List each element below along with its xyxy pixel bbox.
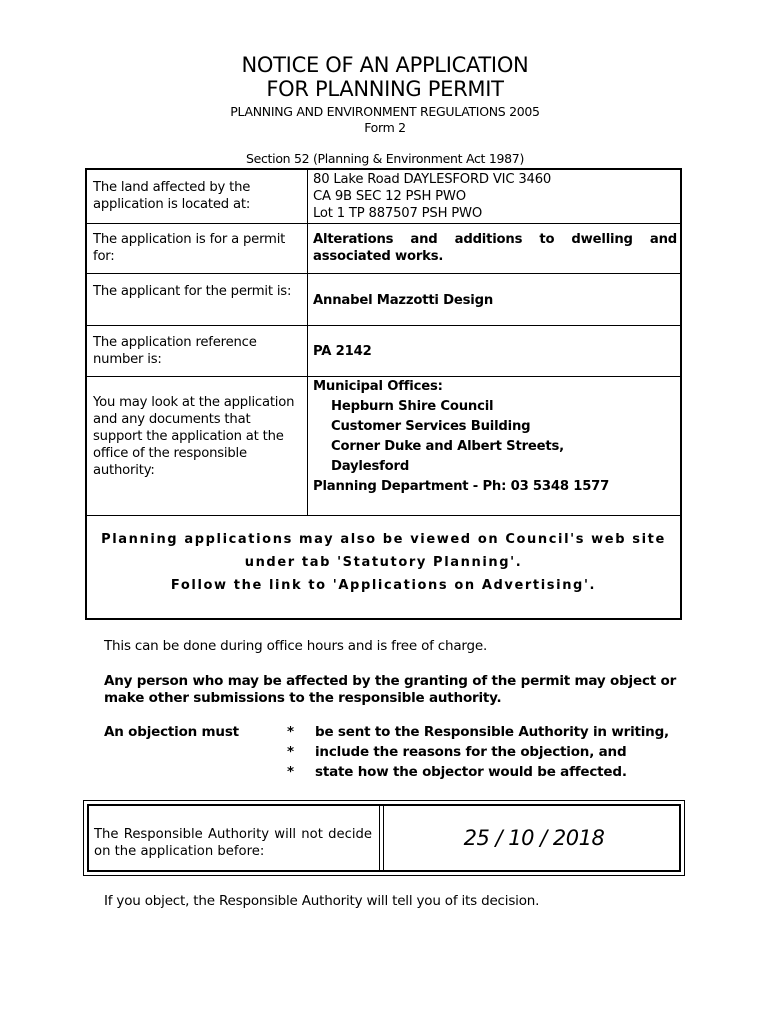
- reference-number: PA 2142: [313, 344, 372, 359]
- web-notice-line-3: Follow the link to 'Applications on Advertising'.: [170, 578, 597, 593]
- row-divider: [87, 515, 680, 516]
- web-notice-line-1: Planning applications may also be viewed on Council's web site: [101, 532, 666, 547]
- regulations-line: PLANNING AND ENVIRONMENT REGULATIONS 2005: [230, 104, 540, 119]
- office-details: [313, 377, 677, 497]
- bullet-symbol: *: [287, 724, 295, 740]
- row-divider: [87, 325, 680, 326]
- applicant-value: Annabel Mazzotti Design: [313, 293, 494, 308]
- row-divider: [87, 273, 680, 274]
- column-divider: [307, 170, 308, 516]
- title-line-2: FOR PLANNING PERMIT: [266, 77, 504, 101]
- row-divider: [87, 223, 680, 224]
- address-line: Lot 1 TP 887507 PSH PWO: [313, 206, 483, 221]
- office-line: Customer Services Building: [331, 419, 531, 434]
- column-divider: [383, 806, 384, 870]
- office-phone: Planning Department - Ph: 03 5348 1577: [313, 479, 610, 494]
- objection-requirement: include the reasons for the objection, and: [315, 744, 627, 760]
- land-address: [313, 171, 677, 222]
- address-line: 80 Lake Road DAYLESFORD VIC 3460: [313, 172, 552, 187]
- column-divider: [379, 806, 380, 870]
- address-line: CA 9B SEC 12 PSH PWO: [313, 189, 466, 204]
- office-line: Daylesford: [331, 459, 410, 474]
- inspection-label: You may look at the application and any documents that support the application at the office of the responsible authority:: [93, 395, 295, 478]
- objection-intro-line-1: Any person who may be affected by the granting of the permit may object or: [104, 673, 677, 689]
- reference-label: The application reference number is:: [93, 335, 257, 367]
- decision-date: 25 / 10 / 2018: [463, 826, 605, 850]
- application-details-table: [85, 168, 682, 620]
- decision-box-inner: [87, 804, 681, 872]
- office-line: Hepburn Shire Council: [331, 399, 494, 414]
- land-label: The land affected by the application is located at:: [93, 180, 251, 212]
- decision-label: The Responsible Authority will not decide on the application before:: [94, 827, 372, 859]
- objection-intro-line-2: make other submissions to the responsible authority.: [104, 690, 502, 706]
- permit-for-label: The application is for a permit for:: [93, 232, 286, 264]
- title-line-1: NOTICE OF AN APPLICATION: [241, 53, 529, 77]
- office-hours-text: This can be done during office hours and is free of charge.: [104, 638, 488, 654]
- permit-for-value: Alterations and additions to dwelling and associated works.: [313, 232, 677, 264]
- section-line: Section 52 (Planning & Environment Act 1987): [245, 151, 525, 166]
- objection-requirement: be sent to the Responsible Authority in writing,: [315, 724, 669, 740]
- office-heading: Municipal Offices:: [313, 379, 443, 394]
- bullet-symbol: *: [287, 744, 295, 760]
- objection-requirement: state how the objector would be affected.: [315, 764, 627, 780]
- applicant-label: The applicant for the permit is:: [93, 284, 292, 299]
- footer-text: If you object, the Responsible Authority will tell you of its decision.: [104, 893, 540, 909]
- office-line: Corner Duke and Albert Streets,: [331, 439, 564, 454]
- form-number: Form 2: [364, 120, 406, 135]
- decision-box: [83, 800, 685, 876]
- objection-label: An objection must: [104, 724, 239, 740]
- web-notice-line-2: under tab 'Statutory Planning'.: [244, 555, 523, 570]
- bullet-symbol: *: [287, 764, 295, 780]
